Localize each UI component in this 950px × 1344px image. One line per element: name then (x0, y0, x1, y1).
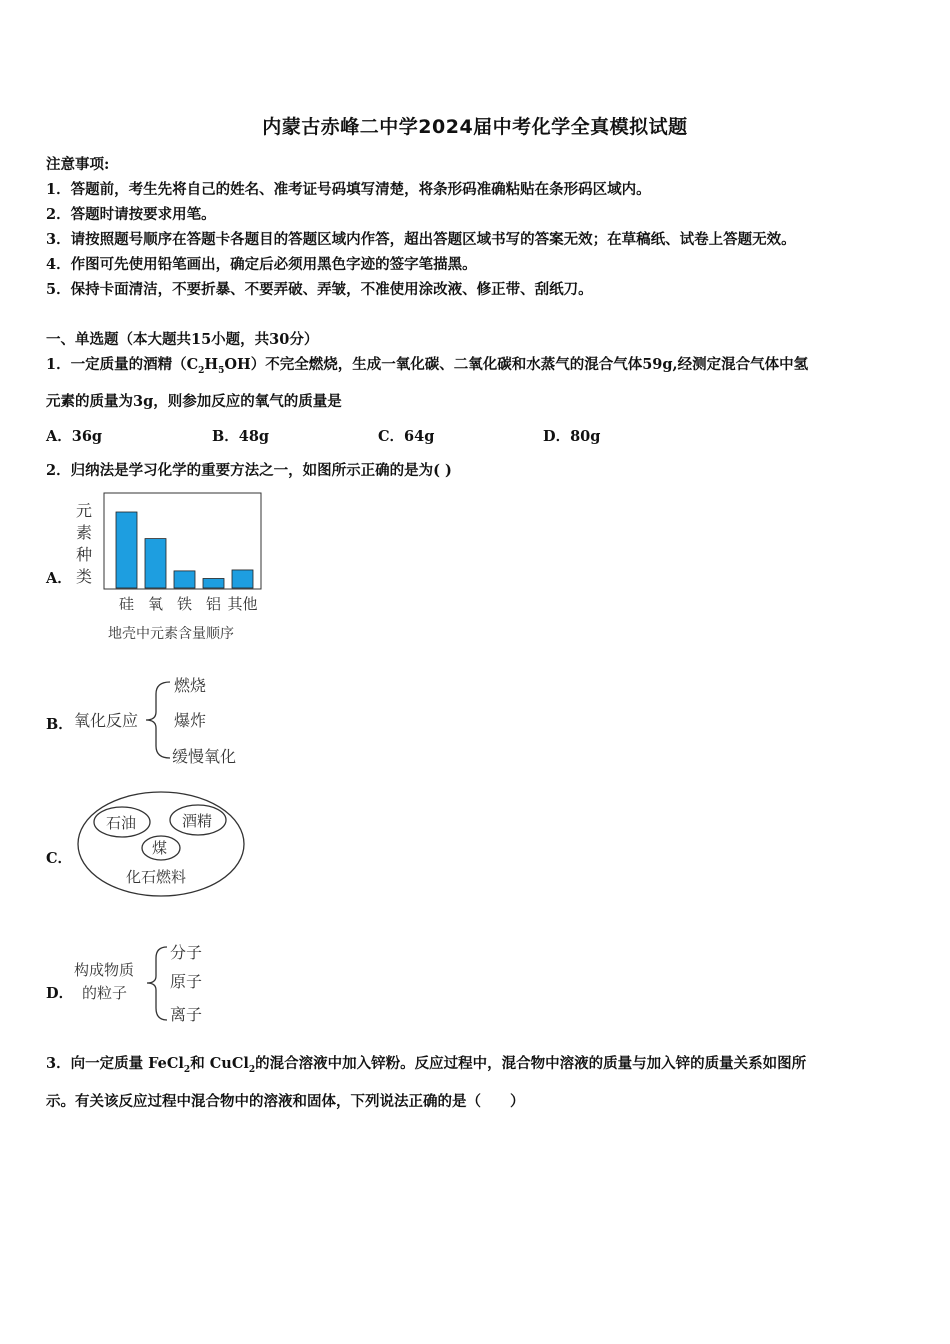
q2-option-d-diagram (72, 938, 222, 1030)
q1-option-d[interactable]: D．80g (543, 428, 601, 445)
optd-root-2: 的粒子 (82, 984, 128, 1002)
ylabel-char-2: 素 (76, 523, 93, 542)
notice-item-4: 4．作图可先使用铅笔画出，确定后必须用黑色字迹的签字笔描黑。 (46, 256, 477, 273)
q1-option-c[interactable]: C．64g (378, 428, 435, 445)
tick-label: 硅 (118, 595, 135, 613)
ylabel-char-3: 种 (76, 545, 93, 564)
notice-item-5: 5．保持卡面清洁，不要折暴、不要弄破、弄皱，不准使用涂改液、修正带、刮纸刀。 (46, 281, 593, 298)
optc-outer-label: 化石燃料 (126, 868, 187, 886)
q2-label-a[interactable]: A． (46, 570, 72, 587)
q2-option-a-chart (70, 488, 280, 648)
page-title: 内蒙古赤峰二中学2024届中考化学全真模拟试题 (262, 116, 688, 138)
optb-brace (146, 682, 170, 758)
bar-氧 (145, 539, 166, 588)
bar-其他 (232, 570, 253, 588)
notice-item-1: 1．答题前，考生先将自己的姓名、准考证号码填写清楚，将条形码准确粘贴在条形码区域内。 (46, 181, 651, 198)
optb-root: 氧化反应 (74, 711, 139, 730)
tick-label: 其他 (227, 595, 258, 613)
optc-inner-1: 石油 (106, 814, 137, 832)
ylabel-char-4: 类 (76, 567, 93, 586)
bar-铁 (174, 571, 195, 588)
tick-label: 铁 (176, 595, 193, 613)
q1-option-a[interactable]: A．36g (46, 428, 103, 445)
optd-brace (147, 947, 167, 1020)
optd-branch-1: 分子 (170, 943, 203, 962)
q2-option-b-diagram (72, 670, 272, 770)
optd-root-1: 构成物质 (74, 961, 135, 979)
optb-branch-1: 燃烧 (174, 676, 207, 695)
q1-option-b[interactable]: B．48g (212, 428, 270, 445)
chart-caption: 地壳中元素含量顺序 (108, 626, 234, 642)
tick-label: 氧 (147, 595, 164, 613)
optc-inner-2: 酒精 (182, 812, 213, 830)
q2-stem: 2．归纳法是学习化学的重要方法之一，如图所示正确的是为( ) (46, 462, 452, 479)
optb-branch-2: 爆炸 (174, 711, 207, 730)
optb-branch-3: 缓慢氧化 (172, 747, 237, 766)
bar-硅 (116, 512, 137, 588)
q2-label-c[interactable]: C． (46, 850, 73, 867)
q2-option-c-diagram (74, 788, 254, 903)
tick-label: 铝 (205, 595, 222, 613)
q2-label-d[interactable]: D． (46, 985, 74, 1002)
bar-铝 (203, 579, 224, 589)
notice-item-2: 2．答题时请按要求用笔。 (46, 206, 216, 223)
section-heading: 一、单选题（本大题共15小题，共30分） (46, 331, 319, 348)
q2-label-b[interactable]: B． (46, 716, 73, 733)
ylabel-char-1: 元 (76, 501, 93, 520)
optd-branch-2: 原子 (170, 972, 203, 991)
q1-line1: 1．一定质量的酒精$(C_2H_5OH)$不完全燃烧，生成一氧化碳、二氧化碳和水蒸气的混合气体59g,经测定混合气体中氢 (46, 356, 809, 376)
optc-inner-3: 煤 (152, 839, 168, 857)
q1-line2: 元素的质量为3g，则参加反应的氧气的质量是 (46, 393, 342, 410)
notice-heading: 注意事项: (46, 156, 110, 173)
optd-branch-3: 离子 (170, 1005, 203, 1024)
q3-line2: 示。有关该反应过程中混合物中的溶液和固体，下列说法正确的是（ ） (46, 1093, 525, 1110)
q3-line1: 3．向一定质量 FeCl$_2$和 CuCl$_2$的混合溶液中加入锌粉。反应过程中，混合物中溶液的质量与加入锌的质量关系如图所 (46, 1055, 807, 1075)
notice-item-3: 3．请按照题号顺序在答题卡各题目的答题区域内作答，超出答题区域书写的答案无效；在草稿纸、试卷上答题无效。 (46, 231, 796, 248)
